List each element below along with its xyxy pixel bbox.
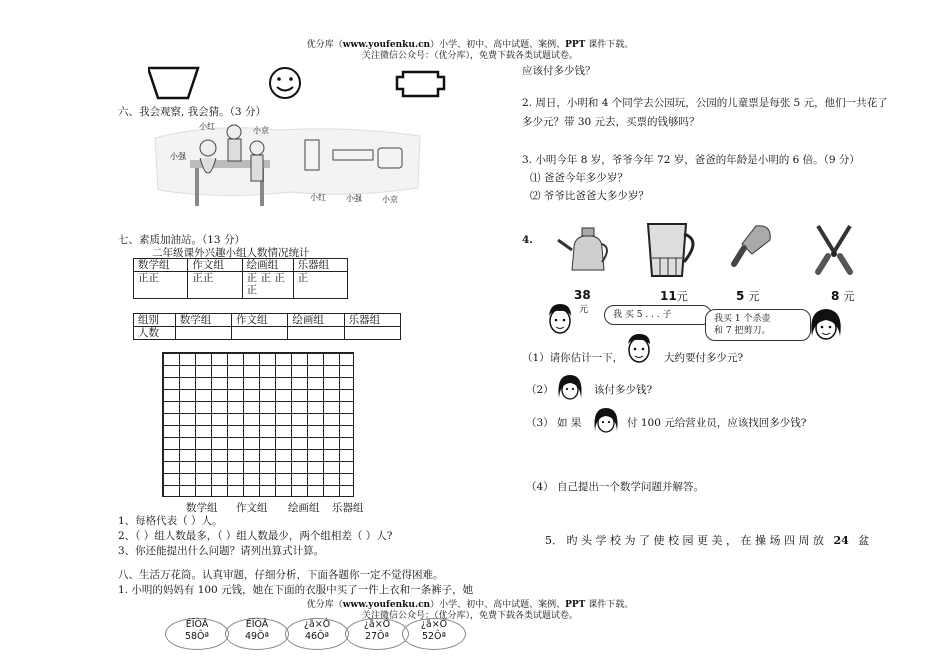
clothing-price: 49Ôª bbox=[244, 631, 270, 642]
price-unit: 元 bbox=[843, 290, 855, 303]
table-header-cell: 乐器组 bbox=[344, 314, 400, 327]
header-line2: 关注微信公众号：（优分库），免费下载各类试题试卷。 bbox=[361, 611, 578, 621]
table-cell: 正正 bbox=[188, 272, 242, 299]
q4-1-start: （1）请你估计一下， bbox=[522, 352, 624, 364]
girl-face-icon bbox=[556, 372, 584, 402]
q7-1: 1、每格代表（ ）人。 bbox=[118, 515, 223, 527]
q5-number: 24 bbox=[833, 534, 849, 547]
clothing-item bbox=[165, 618, 229, 650]
price-scissors bbox=[831, 288, 855, 304]
q7-3: 3、你还能提出什么问题？请列出算式计算。 bbox=[118, 545, 325, 557]
q4-4: （4） 自己提出一个数学问题并解答。 bbox=[526, 481, 705, 493]
clothing-item bbox=[225, 618, 289, 650]
price-value: 38 bbox=[574, 288, 591, 302]
header-ppt: PPT bbox=[565, 40, 586, 50]
header-text: 课件下载。 bbox=[585, 600, 634, 610]
table-row bbox=[134, 327, 401, 340]
table-row bbox=[134, 314, 401, 327]
header-text: ）小学、初中、高中试题、案例、 bbox=[430, 600, 566, 610]
clothing-price: 27Ôª bbox=[364, 631, 390, 642]
q7-2: 2、（ ）组人数最多，（ ）组人数最少，两个组相差（ ）人? bbox=[118, 530, 393, 542]
cross-shape bbox=[397, 72, 444, 96]
grid-label-music: 乐器组 bbox=[332, 502, 364, 514]
price-mug bbox=[660, 288, 688, 304]
bubble-line: 我买 1 个杀壶 bbox=[714, 314, 771, 324]
table-header-cell: 乐器组 bbox=[293, 259, 347, 272]
header-text: 课件下载。 bbox=[585, 40, 634, 50]
kettle-icon bbox=[558, 228, 607, 270]
q4-3-end: 付 100 元给营业员，应该找回多少钱? bbox=[627, 417, 807, 429]
table1-title: 二年级课外兴趣小组人数情况统计 bbox=[152, 247, 310, 259]
header-text: 优分库（ bbox=[306, 40, 343, 50]
q2-line1: 2. 周日，小明和 4 个同学去公园玩，公园的儿童票是每张 5 元，他们一共花了 bbox=[522, 97, 888, 109]
q3-2: ⑵ 爷爷比爸爸大多少岁？ bbox=[530, 190, 649, 202]
boy-face-icon bbox=[546, 302, 574, 338]
q3-title: 3. 小明今年 8 岁，爷爷今年 72 岁，爸爸的年龄是小明的 6 倍。（9 分） bbox=[522, 154, 860, 166]
answer-cell[interactable] bbox=[288, 327, 344, 340]
boy-face-icon bbox=[624, 332, 654, 366]
scissors-icon bbox=[818, 226, 850, 272]
table-cell: 正 正 正 正 bbox=[242, 272, 293, 299]
label-xiaoqiang: 小强 bbox=[170, 152, 186, 161]
table-header-cell: 数学组 bbox=[134, 259, 188, 272]
clothing-name: ¿ã×Ó bbox=[420, 619, 448, 630]
q8-1: 1. 小明的妈妈有 100 元钱，她在下面的衣服中买了一件上衣和一条裤子，她 bbox=[118, 584, 474, 596]
clothing-price: 52Ôª bbox=[421, 631, 447, 642]
table-header-cell: 组别 bbox=[134, 314, 176, 327]
table-header-cell: 数学组 bbox=[175, 314, 231, 327]
bar-chart-grid[interactable] bbox=[162, 352, 354, 497]
page-header-top bbox=[220, 40, 720, 62]
trowel-icon bbox=[734, 226, 770, 264]
q4-number: 4. bbox=[522, 234, 533, 246]
answer-cell[interactable] bbox=[175, 327, 231, 340]
bubble-line: 和 7 把剪刀。 bbox=[714, 326, 771, 336]
table-header-cell: 绘画组 bbox=[242, 259, 293, 272]
clothing-price: 58Ôª bbox=[184, 631, 210, 642]
q2-line2: 多少元？带 30 元去，买票的钱够吗？ bbox=[522, 116, 700, 128]
price-trowel bbox=[736, 288, 760, 304]
clothing-name: ¿ã×Ó bbox=[363, 619, 391, 630]
count-table bbox=[133, 313, 401, 340]
q7-title: 七、素质加油站。（13 分） bbox=[118, 234, 245, 246]
table-header-cell: 作文组 bbox=[232, 314, 288, 327]
header-text: 优分库（ bbox=[306, 600, 343, 610]
mug-icon bbox=[648, 224, 693, 276]
speech-bubble-girl bbox=[705, 309, 811, 341]
header-text: ）小学、初中、高中试题、案例、 bbox=[430, 40, 566, 50]
q4-3-start: （3） 如 果 bbox=[526, 417, 582, 429]
girl-face-icon bbox=[592, 405, 620, 435]
price-unit: 元 bbox=[748, 290, 760, 303]
price-value: 11 bbox=[660, 289, 677, 303]
grid-label-drawing: 绘画组 bbox=[288, 502, 320, 514]
clothing-price: 46Ôª bbox=[304, 631, 330, 642]
q1-continued: 应该付多少钱？ bbox=[522, 65, 596, 77]
q4-2-end: 该付多少钱? bbox=[594, 384, 653, 396]
label-xiaojing: 小京 bbox=[253, 126, 269, 135]
price-kettle-unit: 元 bbox=[579, 305, 589, 315]
q6-title: 六、我会观察, 我会猜。（3 分） bbox=[118, 106, 266, 118]
header-site: www.youfenku.cn bbox=[342, 600, 431, 610]
header-ppt: PPT bbox=[565, 600, 586, 610]
answer-cell[interactable] bbox=[344, 327, 400, 340]
shape-figures bbox=[148, 66, 468, 104]
clothing-name: ÉÏÒÂ bbox=[185, 619, 209, 630]
clothing-item bbox=[285, 618, 349, 650]
q5-line bbox=[545, 532, 869, 548]
q3-1: ⑴ 爸爸今年多少岁？ bbox=[530, 172, 628, 184]
trapezoid-shape bbox=[148, 68, 198, 98]
q4-1-end: 大约要付多少元? bbox=[664, 352, 744, 364]
label-xiaohong: 小红 bbox=[199, 122, 215, 131]
price-value: 8 bbox=[831, 289, 840, 303]
clothing-item bbox=[402, 618, 466, 650]
q8-title: 八、生活万花筒。认真审题，仔细分析，下面各题你一定不觉得困难。 bbox=[118, 569, 444, 581]
price-kettle bbox=[574, 288, 591, 302]
table-row bbox=[134, 272, 348, 299]
table-row bbox=[134, 259, 348, 272]
q5-text-end: 盆 bbox=[858, 534, 870, 547]
q5-text: 5． 旳 头 学 校 为 了 使 校 园 更 美 ， 在 操 场 四 周 放 bbox=[545, 534, 824, 547]
shop-items bbox=[556, 218, 866, 280]
girl-face-icon bbox=[808, 306, 844, 342]
price-unit: 元 bbox=[676, 290, 688, 303]
answer-cell[interactable] bbox=[232, 327, 288, 340]
grid-label-math: 数学组 bbox=[186, 502, 218, 514]
q4-2-start: （2） bbox=[526, 384, 554, 396]
tally-table bbox=[133, 258, 348, 299]
table-header-cell: 绘画组 bbox=[288, 314, 344, 327]
price-value: 5 bbox=[736, 289, 745, 303]
table-header-cell: 作文组 bbox=[188, 259, 242, 272]
item-label-c: 小京 bbox=[382, 195, 398, 204]
item-label-a: 小红 bbox=[310, 193, 326, 202]
table-cell: 正 bbox=[293, 272, 347, 299]
header-site: www.youfenku.cn bbox=[342, 40, 431, 50]
grid-label-writing: 作文组 bbox=[236, 502, 268, 514]
table-row-label: 人数 bbox=[134, 327, 176, 340]
header-line2: 关注微信公众号：（优分库），免费下载各类试题试卷。 bbox=[361, 51, 578, 61]
table-cell: 正正 bbox=[134, 272, 188, 299]
smiley-icon bbox=[270, 68, 300, 98]
clothing-item bbox=[345, 618, 409, 650]
clothing-name: ÉÏÒÂ bbox=[245, 619, 269, 630]
speech-bubble-boy: 我 买 5 . . . 子 bbox=[604, 305, 712, 325]
clothing-name: ¿ã×Ó bbox=[303, 619, 331, 630]
item-label-b: 小强 bbox=[346, 194, 362, 203]
